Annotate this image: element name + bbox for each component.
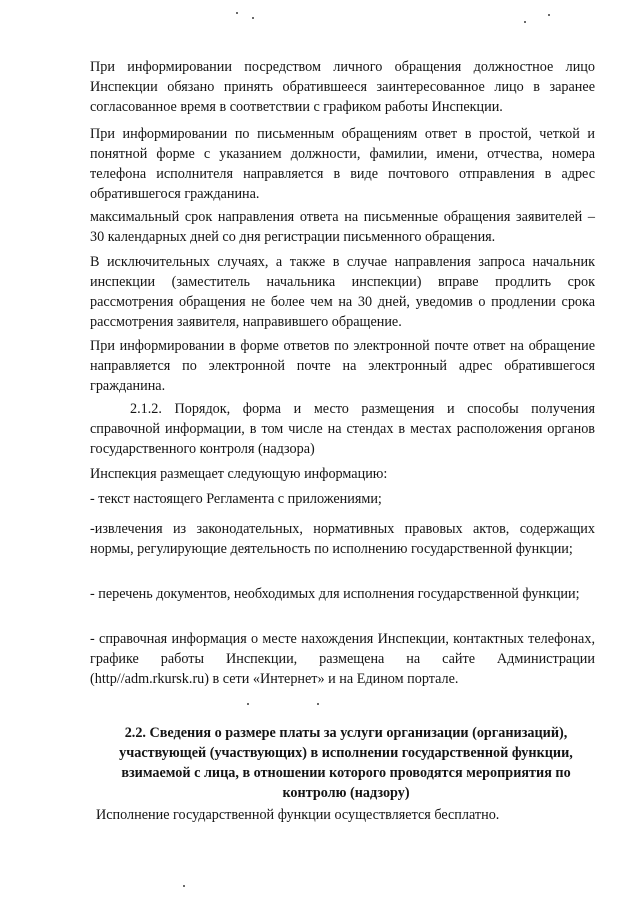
closing-statement: Исполнение государственной функции осуществляется бесплатно. [96, 807, 500, 823]
scan-speck [236, 12, 238, 14]
list-item-legal-extracts: -извлечения из законодательных, нормативных правовых актов, содержащих нормы, регулирующие деятельность по исполнению государственной функции; [90, 521, 595, 557]
list-item-document-list: - перечень документов, необходимых для исполнения государственной функции; [90, 586, 580, 602]
paragraph-email-inquiry: При информировании в форме ответов по электронной почте ответ на обращение направляется по электронной почте на электронный адрес обратившегося гражданина. [90, 338, 595, 394]
paragraph-exceptional-cases: В исключительных случаях, а также в случае направления запроса начальник инспекции (заместитель начальника инспекции) вправе продлить срок рассмотрения обращения не более чем на 30 дней, уведомив о продлении срока рассмотрения заявителя, направившего обращение. [90, 254, 595, 330]
scan-speck [317, 703, 319, 705]
paragraph-subsection-2-1-2: 2.1.2. Порядок, форма и место размещения и способы получения справочной информации, в том числе на стендах в местах расположения органов государственного контроля (надзора) [90, 401, 595, 457]
paragraph-written-inquiry: При информировании по письменным обращениям ответ в простой, четкой и понятной форме с указанием должности, фамилии, имени, отчества, номера телефона исполнителя направляется в виде почтового отправления в адрес обратившегося гражданина. [90, 126, 595, 202]
scan-speck [247, 703, 249, 705]
list-item-regulation-text: - текст настоящего Регламента с приложениями; [90, 491, 382, 507]
scan-speck [524, 21, 526, 23]
scan-speck [548, 14, 550, 16]
paragraph-personal-inquiry: При информировании посредством личного обращения должностное лицо Инспекции обязано принять обратившееся заинтересованное лицо в заранее согласованное время в соответствии с графиком работы Инспекции. [90, 59, 595, 115]
list-item-reference-info: - справочная информация о месте нахождения Инспекции, контактных телефонах, графике работы Инспекции, размещена на сайте Администрации (http//adm.rkursk.ru) в сети «Интернет» и на Едином портале. [90, 631, 595, 687]
paragraph-max-response-time: максимальный срок направления ответа на письменные обращения заявителей – 30 календарных дней со дня регистрации письменного обращения. [90, 209, 595, 245]
section-heading-2-2: 2.2. Сведения о размере платы за услуги организации (организаций), участвующей (участвующих) в исполнении государственной функции, взимаемой с лица, в отношении которого проводятся мероприятия по контролю (надзору) [119, 725, 573, 801]
paragraph-inspection-posts: Инспекция размещает следующую информацию: [90, 466, 388, 482]
scan-speck [183, 885, 185, 887]
scan-speck [252, 17, 254, 19]
